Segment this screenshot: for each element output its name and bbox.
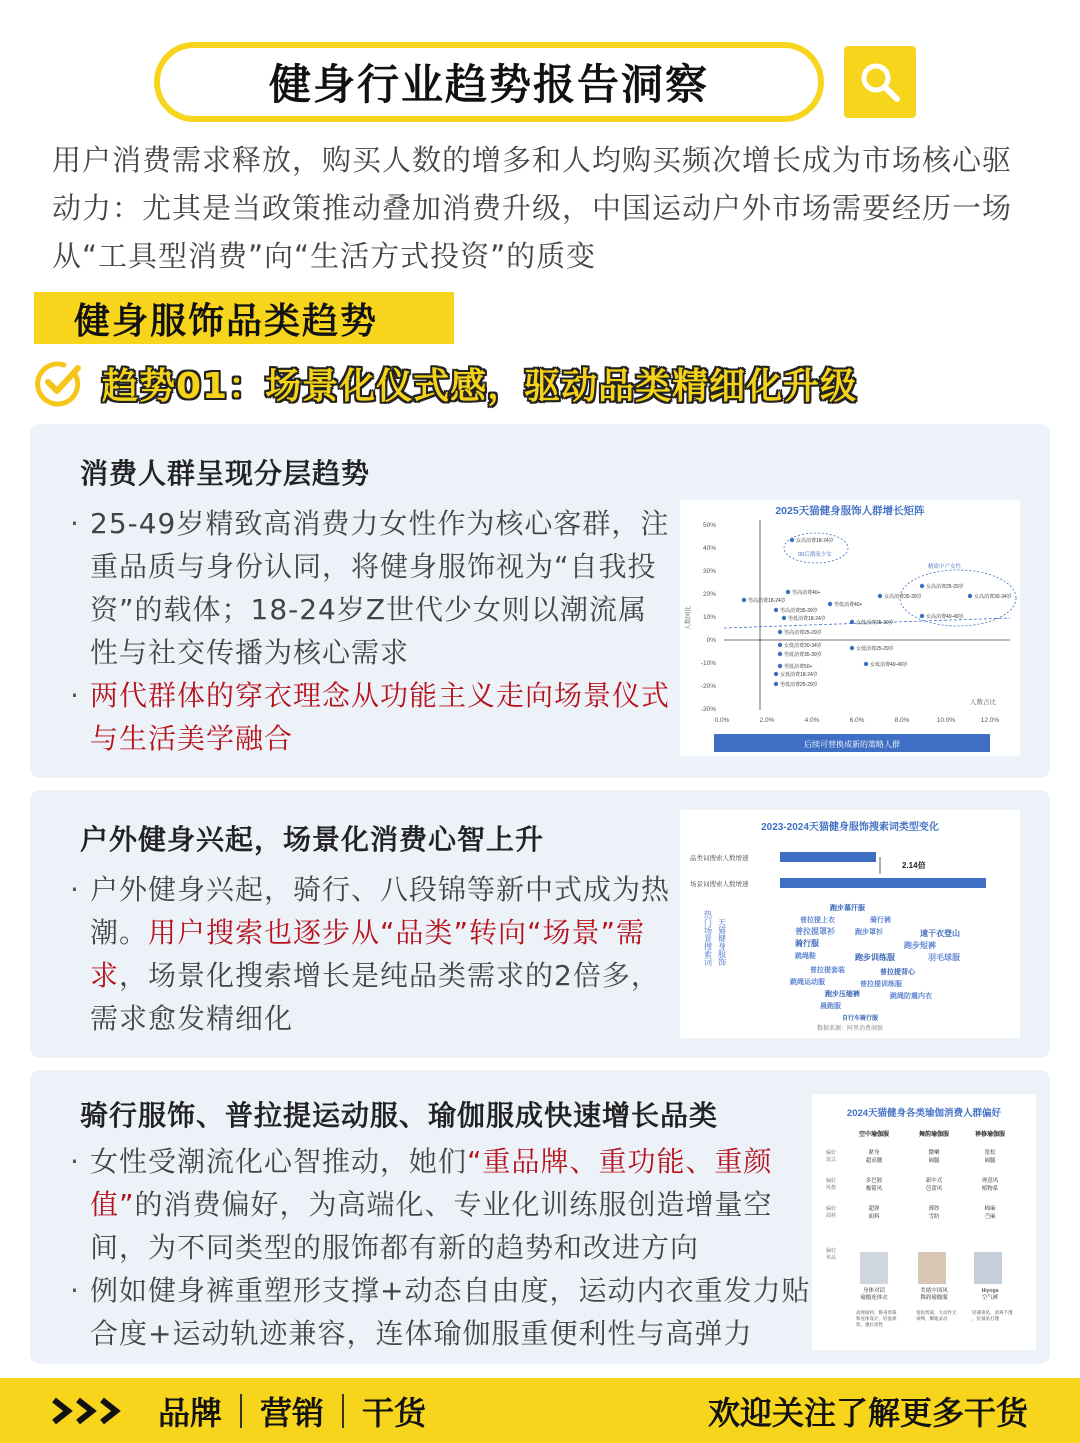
scatter-point [790,538,794,542]
scatter-point [920,584,924,588]
table-cell: 超弹 [868,1206,880,1212]
search-trend-chart [680,810,1020,1038]
footer-tag-tips[interactable]: 干货 [362,1393,427,1432]
table-col-header: 空中瑜伽服 [858,1132,890,1138]
table-cell: 舞韵瑜伽服 [920,1295,948,1301]
word-cloud-term: 跑步压缩裤 [825,991,860,998]
word-cloud-term: 跳绳运动服 [790,979,825,986]
scatter-point [742,598,746,602]
word-cloud-term: 普拉提罩衫 [795,927,835,936]
table-row-label: 偏好 [826,1206,837,1212]
table-note: 和连体设计，轻盈柔 [856,1316,897,1321]
table-row-label: 面料 [826,1213,837,1219]
table-cell: 禅意风 [981,1178,999,1184]
growth-matrix-figure [680,500,1020,756]
word-cloud-term: 跑步慕汗服 [830,905,865,912]
table-cell: 瑜伽连体衣 [860,1295,888,1301]
card-title: 户外健身兴起，场景化消费心智上升 [80,823,545,856]
table-row-label: 偏好 [826,1178,837,1184]
bar-scene [780,878,986,888]
scatter-point-label: 女低消费18-24岁 [780,672,818,678]
table-cell: 多巴胺 [865,1178,883,1184]
table-cell: 薄纱 [928,1206,940,1212]
footer-tag-marketing[interactable]: 营销 [260,1393,325,1432]
card-outdoor-fitness [30,790,1050,1058]
bullet-text-part: 女性受潮流化心智推动，她们 [90,1145,468,1178]
table-cell: 身体对话 [862,1288,886,1294]
scatter-point-label: 男高消费35-39岁 [780,608,818,614]
bar-label: 品类词搜索人数增速 [690,855,749,862]
y-tick: -30% [700,706,716,713]
figure-title: 2025天猫健身服饰人群增长矩阵 [775,505,925,517]
scatter-point-label: 男低消费18-24岁 [788,616,826,622]
word-cloud-term: 跑步短裤 [904,941,936,950]
word-cloud-term: 跳绳鞋 [795,953,816,960]
figure-footer: 后续可替换成新的策略人群 [804,740,900,749]
bullet-text-part: 户外健身兴起，骑行、八段锦等新中式成为热潮。 [90,873,671,949]
scatter-point [778,643,782,647]
word-cloud-term: 跑步罩衫 [855,929,883,936]
check-circle-icon [34,358,84,408]
x-tick: 8.0% [894,717,910,724]
section-title-text: 健身服饰品类趋势 [74,300,379,342]
word-cloud-term: 普拉提上衣 [800,917,835,924]
bullet-text-part: 的消费偏好，为高端化、专业化训练服创造增量空间，为不同类型的服饰都有新的趋势和改进方向 [90,1188,773,1264]
table-cell: 雪纺 [928,1214,940,1220]
page-title-pill [154,42,824,122]
table-cell: 紧身 [868,1150,880,1156]
scatter-point [968,594,972,598]
table-cell: 宽松 [984,1150,996,1156]
x-tick: 0.0% [714,717,730,724]
scatter-point-label: 女高消费35-39岁 [884,594,922,600]
word-cloud-term: 骑行裤 [870,917,891,924]
table-col-header: 禅修瑜伽服 [974,1132,1006,1138]
y-axis-label: 人数同比 [686,605,692,631]
scatter-point [774,608,778,612]
scatter-point [864,662,868,666]
scatter-point [786,590,790,594]
scatter-point-label: 女低消费35-39岁 [856,620,894,626]
bullet-text: · 例如健身裤重塑形支撑+动态自由度，运动内衣重发力贴合度+运动轨迹兼容，连体瑜伽服重便利性与高弹力 [70,1269,830,1355]
table-note: 高弹面料，修身剪裁 [856,1310,897,1315]
table-cell: 芭蕾风 [925,1186,943,1192]
scatter-point [850,620,854,624]
word-cloud-term: 速干衣登山 [920,929,960,938]
table-col-header: 舞韵瑜伽服 [918,1132,950,1138]
side-label: 热门场景搜索词 [703,910,713,966]
bullet-text [70,868,676,1040]
x-tick: 2.0% [759,717,775,724]
scatter-point-label: 女低消费30-34岁 [784,643,822,649]
footer-bar [0,1378,1080,1443]
table-note: 软，强拉高性 [856,1322,883,1327]
x-axis-label: 人数占比 [970,699,996,706]
table-cell: 空气裤 [981,1295,999,1301]
page-title: 健身行业趋势报告洞察 [268,60,709,109]
bullet-text-highlight: · 两代群体的穿衣理念从功能主义走向场景仪式与生活美学融合 [70,674,676,760]
card-growth-categories [30,1070,1050,1364]
card-title: 骑行服饰、普拉提运动服、瑜伽服成快速增长品类 [80,1099,719,1132]
table-cell: 面料 [868,1214,880,1220]
annotation: 00后潮流少女 [798,552,832,558]
table-row-label: 偏好 [826,1150,837,1156]
table-cell: 美绪中国风 [920,1288,948,1294]
yoga-preference-figure [812,1094,1036,1350]
bar-label: 场景词搜索人数增速 [690,881,749,888]
card-body [70,502,676,760]
y-tick: 0% [706,637,716,644]
figure-source: 数据来源：阿里消费洞察 [816,1026,884,1032]
scatter-point [920,614,924,618]
bullet-text-highlight: “重品牌、重功能、重颜值” [90,1145,773,1221]
x-tick: 4.0% [804,717,820,724]
table-cell: 植物系 [981,1186,999,1192]
x-tick: 12.0% [980,717,1000,724]
table-note: ，抗皱易打理 [972,1316,999,1321]
word-cloud-term: 晨跑服 [820,1003,841,1010]
trend-heading-text: 趋势01：场景化仪式感，驱动品类精细化升级 [102,365,858,407]
search-trend-figure [680,810,1020,1038]
scatter-point-label: 男低消费25-29岁 [780,682,818,688]
scatter-point-label: 女高消费25-29岁 [926,584,964,590]
figure-title: 2024天猫健身各类瑜伽消费人群偏好 [846,1108,1002,1119]
scatter-point-label: 女高消费30-34岁 [974,594,1012,600]
growth-matrix-chart [680,500,1020,756]
bar-category [780,852,876,862]
x-tick: 10.0% [936,717,956,724]
table-cell: 微喇 [928,1150,940,1156]
y-tick: 40% [702,545,716,552]
word-cloud-term: 羽毛球服 [928,953,960,962]
triple-chevron-icon [50,1396,128,1426]
footer-divider [342,1394,344,1428]
scatter-point [878,594,882,598]
scatter-point-label: 男低消费50+ [784,664,813,670]
bullet-text: · 25-49岁精致高消费力女性作为核心客群，注重品质与身份认同，将健身服饰视为“自我投资”的载体；18-24岁Z世代少女则以潮流属性与社交传播为核心需求 [70,502,676,674]
scatter-point-label: 女低消费40-49岁 [870,662,908,668]
scatter-point-label: 男高消费18-24岁 [748,598,786,604]
y-tick: 20% [702,591,716,598]
yoga-preference-table [812,1094,1036,1350]
y-tick: 10% [702,614,716,621]
intro-paragraph: 用户消费需求释放，购买人数的增多和人均购买频次增长成为市场核心驱动力：尤其是当政策推动叠加消费升级，中国运动户外市场需要经历一场从“工具型消费”向“生活方式投资”的质变 [52,143,1013,273]
card-body [70,1140,830,1355]
scatter-point [778,664,782,668]
table-note: 宽松剪裁，大动作无 [916,1310,957,1315]
scatter-point [778,630,782,634]
scatter-point-label: 女高消费18-24岁 [796,538,834,544]
scatter-point-label: 男高消费40+ [792,590,821,596]
section-title [34,292,454,344]
scatter-point [774,672,778,676]
table-cell: 超高腰 [865,1158,883,1164]
y-tick: 50% [702,522,716,529]
table-cell: 极简风 [865,1186,883,1192]
card-body [70,868,676,1040]
table-row-label: 偏好 [826,1248,837,1254]
scatter-point-label: 女低消费25-29岁 [856,646,894,652]
search-button[interactable] [844,46,916,118]
trend-heading [34,358,857,408]
card-title: 消费人群呈现分层趋势 [80,457,371,490]
ratio-label: 2.14倍 [902,861,926,870]
table-note: 束缚，飘逸灵动 [916,1316,948,1321]
word-cloud-term: 普拉提套装 [810,967,845,974]
scatter-point-label: 男低消费35-39岁 [784,652,822,658]
scatter-point-label: 男低消费40+ [834,602,863,608]
search-icon [858,60,902,104]
figure-title: 2023-2024天猫健身服饰搜索词类型变化 [761,822,939,833]
word-cloud-term: 跳绳防震内衣 [890,993,932,1000]
word-cloud-term: 跑步训练服 [855,953,895,962]
bullet-text [70,1140,830,1269]
card-consumer-segments [30,424,1050,778]
word-cloud-term: 骑行服 [795,939,819,948]
table-note: 轻薄垂坠，清爽不透 [972,1310,1013,1315]
table-cell: 苎麻 [984,1214,996,1220]
y-tick: 30% [702,568,716,575]
y-tick: -20% [700,683,716,690]
scatter-point-label: 女高消费40-49岁 [926,614,964,620]
scatter-point [774,682,778,686]
scatter-point [778,652,782,656]
table-cell: 阔腿 [928,1158,940,1164]
table-cell: Hiyoga [981,1288,999,1294]
y-tick: -10% [700,660,716,667]
scatter-point [782,616,786,620]
annotation: 精致中产女性 [928,564,962,570]
scatter-point [828,602,832,606]
table-row-label: 款式 [826,1157,837,1163]
table-cell: 新中式 [925,1178,943,1184]
table-cell: 阔腿 [984,1158,996,1164]
footer-divider [240,1394,242,1428]
word-cloud-term: 普拉提背心 [880,969,915,976]
side-label: 天猫健身服饰 [717,918,727,966]
table-row-label: 风格 [826,1185,837,1191]
word-cloud-term: 普拉提训练服 [860,981,902,988]
scatter-point [850,646,854,650]
table-cell: 棉麻 [984,1206,996,1212]
bullet-text-highlight: 用户搜索也逐步从“品类”转向“场景”需求 [90,916,646,992]
x-tick: 6.0% [849,717,865,724]
bullet-text-part: ，场景化搜索增长是纯品类需求的2倍多，需求愈发精细化 [90,959,660,1035]
footer-tag-brand[interactable]: 品牌 [158,1393,223,1432]
footer-follow-text: 欢迎关注了解更多干货 [707,1393,1028,1432]
scatter-point-label: 男高消费25-29岁 [784,630,822,636]
word-cloud-term: 自行车骑行服 [842,1016,879,1022]
table-row-label: 单品 [826,1255,837,1261]
